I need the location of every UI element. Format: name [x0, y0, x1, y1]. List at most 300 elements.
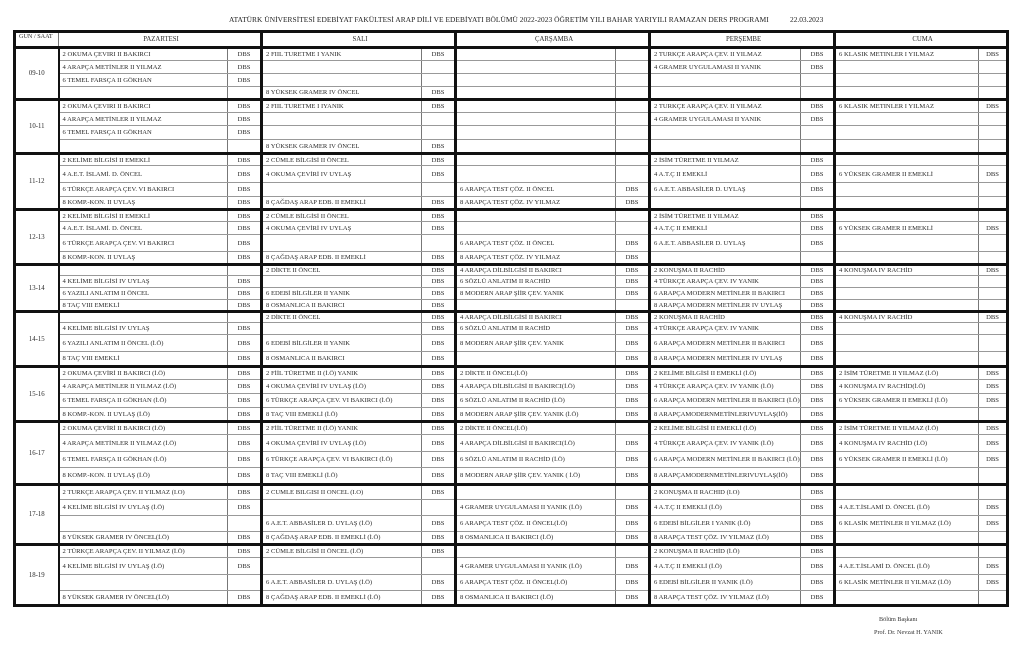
course-cell-wednesday [456, 61, 616, 74]
course-cell-monday: 8 KOMP.-KON. II UYLAŞ (İ.Ö) [59, 408, 228, 422]
course-cell-friday: 6 YÜKSEK GRAMER II EMEKLİ [835, 166, 979, 183]
course-cell-tuesday: 8 ÇAĞDAŞ ARAP EDB. II EMEKLİ [262, 197, 422, 210]
course-cell-monday: 6 TEMEL FARSÇA II GÖKHAN (İ.Ö) [59, 394, 228, 408]
room-cell-wednesday: DBS [616, 575, 650, 591]
course-cell-tuesday: 6 EDEBİ BİLGİLER II YANIK [262, 288, 422, 300]
room-cell-monday: DBS [228, 335, 262, 352]
room-cell-tuesday: DBS [422, 288, 456, 300]
schedule-row [15, 288, 1008, 300]
course-cell-tuesday: 2 FIIL TURETME I IYANIK [262, 100, 422, 113]
room-cell-wednesday: DBS [616, 408, 650, 422]
room-cell-tuesday [422, 235, 456, 252]
course-cell-tuesday: 2 CÜMLE BİLGİSİ II ÖNCEL [262, 154, 422, 166]
room-cell-tuesday: DBS [422, 394, 456, 408]
course-cell-tuesday: 8 ÇAĞDAŞ ARAP EDB. II EMEKLİ (İ.Ö) [262, 591, 422, 606]
time-slot-label: 11-12 [15, 154, 59, 210]
room-cell-friday [979, 323, 1008, 335]
room-cell-wednesday [616, 126, 650, 140]
course-cell-thursday: 2 İSİM TÜRETME II YILMAZ [650, 210, 801, 222]
room-cell-thursday: DBS [801, 166, 835, 183]
room-cell-friday [979, 183, 1008, 197]
room-cell-thursday: DBS [801, 380, 835, 394]
room-cell-monday: DBS [228, 367, 262, 380]
course-cell-friday: 6 YÜKSEK GRAMER II EMEKLİ (İ.Ö) [835, 394, 979, 408]
course-cell-tuesday [262, 126, 422, 140]
room-cell-wednesday [616, 545, 650, 558]
room-cell-thursday: DBS [801, 558, 835, 575]
room-cell-monday: DBS [228, 500, 262, 516]
room-cell-monday: DBS [228, 422, 262, 435]
room-cell-monday: DBS [228, 183, 262, 197]
course-cell-tuesday: 8 TAÇ VIII EMEKLİ (İ.Ö) [262, 408, 422, 422]
signature-name: Prof. Dr. Nevzat H. YANIK [874, 629, 943, 636]
room-cell-friday: DBS [979, 100, 1008, 113]
schedule-body [15, 48, 1008, 606]
course-cell-monday: 4 A.E.T. İSLAMİ. D. ÖNCEL [59, 222, 228, 235]
schedule-row [15, 575, 1008, 591]
room-cell-monday: DBS [228, 222, 262, 235]
room-cell-tuesday: DBS [422, 380, 456, 394]
course-cell-thursday: 6 ARAPÇA MODERN METİNLER II BAKIRCI (İ.Ö) [650, 452, 801, 468]
room-cell-tuesday [422, 61, 456, 74]
room-cell-monday: DBS [228, 61, 262, 74]
course-cell-monday: 2 KELİME BİLGİSİ II EMEKLİ [59, 210, 228, 222]
course-cell-friday [835, 485, 979, 500]
room-cell-thursday: DBS [801, 468, 835, 485]
room-cell-thursday: DBS [801, 591, 835, 606]
room-cell-thursday: DBS [801, 312, 835, 323]
room-cell-friday [979, 545, 1008, 558]
room-cell-tuesday: DBS [422, 312, 456, 323]
room-cell-tuesday: DBS [422, 575, 456, 591]
time-slot-label: 09-10 [15, 48, 59, 100]
room-cell-monday: DBS [228, 485, 262, 500]
room-cell-monday: DBS [228, 468, 262, 485]
course-cell-monday: 8 KOMP.-KON. II UYLAŞ [59, 252, 228, 265]
course-cell-thursday: 4 A.T.Ç II EMEKLİ (İ.Ö) [650, 500, 801, 516]
course-cell-thursday: 6 A.E.T. ABBASİLER D. UYLAŞ [650, 183, 801, 197]
room-cell-friday [979, 126, 1008, 140]
room-cell-tuesday: DBS [422, 210, 456, 222]
room-cell-tuesday: DBS [422, 408, 456, 422]
course-cell-thursday: 4 GRAMER UYGULAMASI II YANIK [650, 113, 801, 126]
room-cell-thursday: DBS [801, 422, 835, 435]
course-cell-tuesday [262, 74, 422, 87]
header-day-thursday: PERŞEMBE [650, 32, 835, 48]
room-cell-thursday: DBS [801, 300, 835, 312]
room-cell-tuesday: DBS [422, 166, 456, 183]
course-cell-monday: 4 KELİME BİLGİSİ IV UYLAŞ (İ.Ö) [59, 558, 228, 575]
course-cell-wednesday [456, 48, 616, 61]
course-cell-thursday: 2 KONUŞMA II RACHİD (İ.Ö) [650, 545, 801, 558]
course-cell-tuesday [262, 323, 422, 335]
room-cell-wednesday: DBS [616, 516, 650, 532]
course-cell-tuesday: 2 DİKTE II ÖNCEL [262, 265, 422, 276]
room-cell-tuesday: DBS [422, 335, 456, 352]
room-cell-wednesday [616, 222, 650, 235]
room-cell-friday [979, 235, 1008, 252]
schedule-row [15, 48, 1008, 61]
schedule-row [15, 422, 1008, 435]
course-cell-monday: 4 KELİME BİLGİSİ IV UYLAŞ (İ.Ö) [59, 500, 228, 516]
room-cell-tuesday [422, 126, 456, 140]
schedule-row [15, 74, 1008, 87]
course-cell-wednesday: 8 ARAPÇA TEST ÇÖZ. IV YILMAZ [456, 197, 616, 210]
room-cell-tuesday: DBS [422, 154, 456, 166]
room-cell-wednesday [616, 100, 650, 113]
schedule-row [15, 100, 1008, 113]
schedule-row [15, 532, 1008, 545]
signature-role: Bölüm Başkanı [879, 616, 918, 623]
room-cell-friday: DBS [979, 265, 1008, 276]
room-cell-monday: DBS [228, 288, 262, 300]
course-cell-thursday: 6 ARAPÇA MODERN METİNLER II BAKIRCI [650, 335, 801, 352]
course-cell-wednesday: 6 SÖZLÜ ANLATIM II RACHİD (İ.Ö) [456, 452, 616, 468]
room-cell-friday: DBS [979, 222, 1008, 235]
header-gun-saat: GUN / SAAT [15, 32, 59, 48]
course-cell-friday: 6 KLASİK METİNLER II YILMAZ (İ.Ö) [835, 575, 979, 591]
course-cell-friday [835, 276, 979, 288]
room-cell-friday [979, 61, 1008, 74]
course-cell-thursday: 4 TÜRKÇE ARAPÇA ÇEV. IV YANIK (İ.Ö) [650, 380, 801, 394]
course-cell-wednesday: 4 ARAPÇA DİLBİLGİSİ II BAKIRCI [456, 312, 616, 323]
room-cell-friday [979, 113, 1008, 126]
room-cell-friday [979, 408, 1008, 422]
course-cell-tuesday: 4 OKUMA ÇEVİRİ IV UYLAŞ (İ.Ö) [262, 380, 422, 394]
room-cell-friday [979, 252, 1008, 265]
room-cell-wednesday [616, 154, 650, 166]
course-cell-thursday: 2 TURKÇE ARAPÇA ÇEV. II YILMAZ [650, 100, 801, 113]
time-slot-label: 15-16 [15, 367, 59, 422]
course-cell-wednesday: 4 ARAPÇA DİLBİLGİSİ II BAKIRCI(İ.Ö) [456, 380, 616, 394]
course-cell-wednesday: 8 OSMANLICA II BAKIRCI (İ.Ö) [456, 532, 616, 545]
course-cell-friday [835, 154, 979, 166]
course-cell-friday [835, 183, 979, 197]
course-cell-tuesday [262, 183, 422, 197]
room-cell-wednesday [616, 485, 650, 500]
room-cell-thursday: DBS [801, 288, 835, 300]
course-cell-wednesday: 8 MODERN ARAP ŞİİR ÇEV. YANIK ( İ.Ö) [456, 468, 616, 485]
room-cell-monday: DBS [228, 100, 262, 113]
time-slot-label: 16-17 [15, 422, 59, 485]
room-cell-wednesday: DBS [616, 468, 650, 485]
course-cell-monday: 8 KOMP.-KON. II UYLAŞ (İ.Ö) [59, 468, 228, 485]
course-cell-wednesday [456, 545, 616, 558]
course-cell-tuesday: 8 OSMANLICA II BAKIRCI [262, 300, 422, 312]
room-cell-thursday: DBS [801, 48, 835, 61]
room-cell-thursday: DBS [801, 265, 835, 276]
course-cell-wednesday: 4 ARAPÇA DİLBİLGİSİ II BAKIRCI(İ.Ö) [456, 435, 616, 452]
course-cell-wednesday: 8 OSMANLICA II BAKIRCI (İ.Ö) [456, 591, 616, 606]
schedule-row [15, 435, 1008, 452]
room-cell-wednesday [616, 61, 650, 74]
room-cell-thursday [801, 126, 835, 140]
course-cell-wednesday [456, 140, 616, 154]
room-cell-thursday: DBS [801, 222, 835, 235]
course-cell-friday [835, 300, 979, 312]
room-cell-friday: DBS [979, 558, 1008, 575]
room-cell-tuesday: DBS [422, 222, 456, 235]
room-cell-thursday: DBS [801, 235, 835, 252]
room-cell-friday: DBS [979, 575, 1008, 591]
room-cell-monday: DBS [228, 197, 262, 210]
course-cell-thursday [650, 140, 801, 154]
course-cell-thursday: 4 TÜRKÇE ARAPÇA ÇEV. IV YANIK (İ.Ö) [650, 435, 801, 452]
course-cell-thursday: 4 TÜRKÇE ARAPÇA ÇEV. IV YANIK [650, 323, 801, 335]
schedule-row [15, 394, 1008, 408]
room-cell-monday: DBS [228, 408, 262, 422]
schedule-row [15, 252, 1008, 265]
course-cell-friday: 6 YÜKSEK GRAMER II EMEKLİ (İ.Ö) [835, 452, 979, 468]
room-cell-friday: DBS [979, 48, 1008, 61]
room-cell-monday [228, 140, 262, 154]
schedule-row [15, 197, 1008, 210]
schedule-row [15, 335, 1008, 352]
room-cell-wednesday [616, 48, 650, 61]
course-cell-friday [835, 591, 979, 606]
schedule-row [15, 380, 1008, 394]
course-cell-friday [835, 252, 979, 265]
room-cell-wednesday [616, 422, 650, 435]
room-cell-wednesday [616, 300, 650, 312]
course-cell-thursday: 2 KONUŞMA II RACHID (I.O) [650, 485, 801, 500]
room-cell-tuesday: DBS [422, 323, 456, 335]
schedule-row [15, 210, 1008, 222]
course-cell-thursday: 2 İSİM TÜRETME II YILMAZ [650, 154, 801, 166]
course-cell-tuesday [262, 61, 422, 74]
schedule-row [15, 367, 1008, 380]
room-cell-tuesday [422, 74, 456, 87]
room-cell-wednesday: DBS [616, 288, 650, 300]
room-cell-wednesday: DBS [616, 532, 650, 545]
course-cell-thursday [650, 87, 801, 100]
room-cell-friday [979, 276, 1008, 288]
course-cell-tuesday: 4 OKUMA ÇEVİRİ IV UYLAŞ (İ.Ö) [262, 435, 422, 452]
room-cell-monday: DBS [228, 276, 262, 288]
room-cell-tuesday: DBS [422, 197, 456, 210]
schedule-row [15, 516, 1008, 532]
room-cell-friday: DBS [979, 380, 1008, 394]
room-cell-wednesday: DBS [616, 252, 650, 265]
course-cell-monday: 6 TÜRKÇE ARAPÇA ÇEV. VI BAKIRCI [59, 183, 228, 197]
room-cell-wednesday: DBS [616, 435, 650, 452]
room-cell-thursday: DBS [801, 100, 835, 113]
room-cell-wednesday [616, 113, 650, 126]
room-cell-friday: DBS [979, 166, 1008, 183]
course-cell-monday: 4 A.E.T. İSLAMİ. D. ÖNCEL [59, 166, 228, 183]
course-cell-friday [835, 545, 979, 558]
course-cell-tuesday: 6 TÜRKÇE ARAPÇA ÇEV. VI BAKIRCI (İ.Ö) [262, 394, 422, 408]
room-cell-monday: DBS [228, 558, 262, 575]
course-cell-thursday: 4 TÜRKÇE ARAPÇA ÇEV. IV YANIK [650, 276, 801, 288]
course-cell-friday: 4 KONUŞMA IV RACHİD (İ.Ö) [835, 435, 979, 452]
course-cell-friday [835, 197, 979, 210]
time-slot-label: 14-15 [15, 312, 59, 367]
course-cell-wednesday [456, 210, 616, 222]
room-cell-wednesday: DBS [616, 558, 650, 575]
room-cell-wednesday: DBS [616, 235, 650, 252]
course-cell-monday: 2 OKUMA ÇEVIRI II BAKIRCI [59, 100, 228, 113]
room-cell-monday: DBS [228, 394, 262, 408]
course-cell-friday: 4 A.E.T.İSLAMİ D. ÖNCEL (İ.Ö) [835, 558, 979, 575]
room-cell-wednesday: DBS [616, 367, 650, 380]
room-cell-wednesday: DBS [616, 312, 650, 323]
course-cell-thursday: 2 KELİME BİLGİSİ II EMEKLİ (İ.Ö) [650, 367, 801, 380]
course-cell-wednesday [456, 485, 616, 500]
room-cell-thursday: DBS [801, 367, 835, 380]
room-cell-thursday: DBS [801, 408, 835, 422]
room-cell-thursday: DBS [801, 545, 835, 558]
time-slot-label: 13-14 [15, 265, 59, 312]
schedule-row [15, 87, 1008, 100]
room-cell-wednesday: DBS [616, 352, 650, 367]
schedule-table [13, 30, 1009, 607]
room-cell-wednesday: DBS [616, 591, 650, 606]
room-cell-monday: DBS [228, 300, 262, 312]
schedule-row [15, 452, 1008, 468]
course-cell-wednesday [456, 113, 616, 126]
course-cell-monday: 6 TEMEL FARSÇA II GÖKHAN (İ.Ö) [59, 452, 228, 468]
room-cell-thursday [801, 87, 835, 100]
course-cell-tuesday: 2 FIIL TURETME I YANIK [262, 48, 422, 61]
course-cell-wednesday: 6 ARAPÇA TEST ÇÖZ. II ÖNCEL [456, 235, 616, 252]
course-cell-tuesday: 2 FİİL TÜRETME II (İ.Ö) YANIK [262, 367, 422, 380]
course-cell-tuesday: 8 ÇAĞDAŞ ARAP EDB. II EMEKLİ [262, 252, 422, 265]
room-cell-wednesday: DBS [616, 323, 650, 335]
room-cell-thursday: DBS [801, 210, 835, 222]
course-cell-wednesday [456, 126, 616, 140]
course-cell-friday [835, 140, 979, 154]
course-cell-friday [835, 288, 979, 300]
course-cell-friday [835, 210, 979, 222]
schedule-row [15, 276, 1008, 288]
room-cell-tuesday: DBS [422, 367, 456, 380]
course-cell-tuesday: 4 OKUMA ÇEVİRİ IV UYLAŞ [262, 222, 422, 235]
course-cell-thursday: 2 TURKÇE ARAPÇA ÇEV. II YILMAZ [650, 48, 801, 61]
course-cell-monday: 2 OKUMA ÇEVIRI II BAKIRCI [59, 48, 228, 61]
room-cell-wednesday: DBS [616, 183, 650, 197]
time-slot-label: 12-13 [15, 210, 59, 265]
course-cell-tuesday: 6 A.E.T. ABBASİLER D. UYLAŞ (İ.Ö) [262, 575, 422, 591]
course-cell-monday: 4 KELİME BİLGİSİ IV UYLAŞ [59, 276, 228, 288]
room-cell-monday: DBS [228, 352, 262, 367]
course-cell-thursday: 8 ARAPÇA MODERN METİNLER IV UYLAŞ [650, 352, 801, 367]
room-cell-tuesday: DBS [422, 352, 456, 367]
room-cell-tuesday: DBS [422, 252, 456, 265]
course-cell-wednesday: 2 DİKTE II ÖNCEL(İ.Ö) [456, 367, 616, 380]
schedule-row [15, 545, 1008, 558]
course-cell-wednesday [456, 100, 616, 113]
room-cell-monday: DBS [228, 380, 262, 394]
room-cell-tuesday: DBS [422, 435, 456, 452]
room-cell-tuesday: DBS [422, 140, 456, 154]
course-cell-wednesday [456, 166, 616, 183]
room-cell-monday: DBS [228, 435, 262, 452]
course-cell-wednesday [456, 222, 616, 235]
room-cell-monday: DBS [228, 591, 262, 606]
course-cell-monday [59, 140, 228, 154]
room-cell-tuesday: DBS [422, 545, 456, 558]
room-cell-friday: DBS [979, 394, 1008, 408]
course-cell-thursday: 2 KELİME BİLGİSİ II EMEKLİ (İ.Ö) [650, 422, 801, 435]
course-cell-friday [835, 532, 979, 545]
room-cell-thursday: DBS [801, 532, 835, 545]
course-cell-thursday: 4 A.T.Ç II EMEKLİ [650, 222, 801, 235]
course-cell-friday: 4 KONUŞMA IV RACHİD(İ.Ö) [835, 380, 979, 394]
course-cell-monday: 2 TÜRKÇE ARAPÇA ÇEV. II YILMAZ (İ.Ö) [59, 545, 228, 558]
room-cell-monday [228, 516, 262, 532]
room-cell-tuesday [422, 500, 456, 516]
schedule-row [15, 468, 1008, 485]
room-cell-wednesday: DBS [616, 394, 650, 408]
room-cell-friday [979, 335, 1008, 352]
course-cell-monday: 2 OKUMA ÇEVİRİ II BAKIRCI (İ.Ö) [59, 422, 228, 435]
course-cell-tuesday: 4 OKUMA ÇEVİRİ IV UYLAŞ [262, 166, 422, 183]
course-cell-friday [835, 352, 979, 367]
schedule-row [15, 323, 1008, 335]
course-cell-tuesday: 6 TÜRKÇE ARAPÇA ÇEV. VI BAKIRCI (İ.Ö) [262, 452, 422, 468]
course-cell-thursday: 6 A.E.T. ABBASİLER D. UYLAŞ [650, 235, 801, 252]
room-cell-monday: DBS [228, 48, 262, 61]
course-cell-tuesday: 2 DİKTE II ÖNCEL [262, 312, 422, 323]
room-cell-tuesday: DBS [422, 300, 456, 312]
schedule-row [15, 154, 1008, 166]
room-cell-tuesday: DBS [422, 468, 456, 485]
course-cell-thursday: 8 ARAPÇAMODERNMETİNLERIVUYLAŞ(İÖ) [650, 408, 801, 422]
course-cell-monday: 4 ARAPÇA METİNLER II YILMAZ [59, 113, 228, 126]
course-cell-wednesday: 6 ARAPÇA TEST ÇÖZ. II ÖNCEL(İ.Ö) [456, 575, 616, 591]
schedule-row [15, 300, 1008, 312]
course-cell-wednesday: 8 MODERN ARAP ŞİİR ÇEV. YANIK [456, 335, 616, 352]
course-cell-thursday [650, 197, 801, 210]
room-cell-friday: DBS [979, 422, 1008, 435]
schedule-row [15, 352, 1008, 367]
course-cell-tuesday: 2 CÜMLE BİLGİSİ II ÖNCEL (İ.Ö) [262, 545, 422, 558]
course-cell-monday: 4 ARAPÇA METİNLER II YILMAZ (İ.Ö) [59, 380, 228, 394]
room-cell-wednesday: DBS [616, 380, 650, 394]
course-cell-monday: 8 YÜKSEK GRAMER IV ÖNCEL(İ.Ö) [59, 591, 228, 606]
course-cell-tuesday: 8 OSMANLICA II BAKIRCI [262, 352, 422, 367]
header-day-tuesday: SALI [262, 32, 456, 48]
course-cell-wednesday [456, 352, 616, 367]
room-cell-tuesday [422, 183, 456, 197]
room-cell-wednesday: DBS [616, 335, 650, 352]
course-cell-monday: 4 KELİME BİLGİSİ IV UYLAŞ [59, 323, 228, 335]
course-cell-monday: 8 KOMP.-KON. II UYLAŞ [59, 197, 228, 210]
room-cell-tuesday: DBS [422, 100, 456, 113]
course-cell-wednesday: 4 GRAMER UYGULAMASI II YANIK (İ.Ö) [456, 500, 616, 516]
course-cell-wednesday: 6 ARAPÇA TEST ÇÖZ. II ÖNCEL(İ.Ö) [456, 516, 616, 532]
schedule-row [15, 113, 1008, 126]
course-cell-monday: 2 KELİME BİLGİSİ II EMEKLİ [59, 154, 228, 166]
course-cell-wednesday [456, 300, 616, 312]
room-cell-thursday: DBS [801, 485, 835, 500]
course-cell-tuesday: 2 CÜMLE BİLGİSİ II ÖNCEL [262, 210, 422, 222]
schedule-row [15, 235, 1008, 252]
room-cell-thursday: DBS [801, 61, 835, 74]
course-cell-thursday: 8 ARAPÇA TEST ÇÖZ. IV YILMAZ (İ.Ö) [650, 532, 801, 545]
room-cell-friday: DBS [979, 452, 1008, 468]
room-cell-monday: DBS [228, 452, 262, 468]
course-cell-monday: 8 YÜKSEK GRAMER IV ÖNCEL(İ.Ö) [59, 532, 228, 545]
room-cell-monday: DBS [228, 113, 262, 126]
room-cell-thursday: DBS [801, 516, 835, 532]
schedule-row [15, 166, 1008, 183]
time-slot-label: 10-11 [15, 100, 59, 154]
room-cell-wednesday: DBS [616, 265, 650, 276]
course-cell-friday [835, 126, 979, 140]
course-cell-wednesday: 8 ARAPÇA TEST ÇÖZ. IV YILMAZ [456, 252, 616, 265]
